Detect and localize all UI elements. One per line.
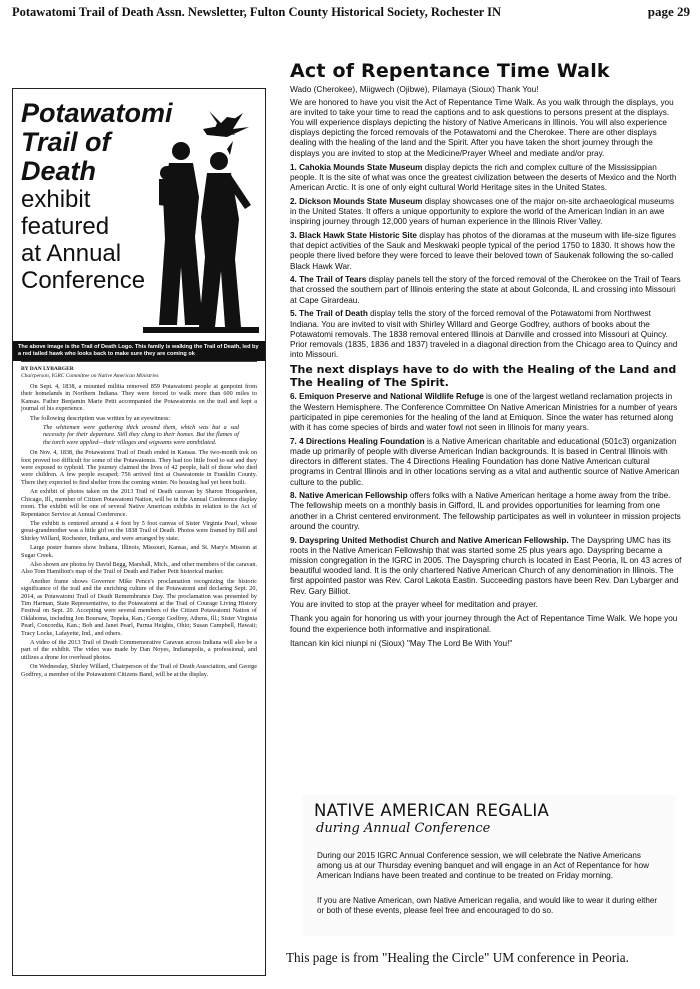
hero-line-1: Potawatomi xyxy=(21,98,173,128)
article-paragraph: Large poster frames show Indiana, Illinois, Missouri, Kansas, and St. Mary's Mission at Sugar Creek. xyxy=(21,544,257,559)
hero-title xyxy=(21,99,171,294)
display-item: 2. Dickson Mounds State Museum display showcases one of the major on-site archaeological museums in the United States. It offers a unique opportunity to explore the world of the American Indian in an awe inspiring journey through 12,000 years of human experience in the Illinois River Valley. xyxy=(290,196,675,227)
hero-line-7: Conference xyxy=(21,267,146,294)
thank-you-languages: Wado (Cherokee), Miigwech (Ojibwe), Pilamaya (Sioux) Thank You! xyxy=(290,84,539,94)
regalia-subtitle: during Annual Conference xyxy=(316,821,491,836)
time-walk-section xyxy=(290,60,682,653)
display-item: 3. Black Hawk State Historic Site display has photos of the dioramas at the museum with life-size figures that depict activities of the Sauk and Meskwaki people typical of the period 1750 to 1830. It shows how the people there lived before they were forced to leave their beloved town of Saukenak following the so-called Black Hawk War. xyxy=(290,230,676,271)
logo-caption: The above image is the Trail of Death Logo. This family is walking the Trail of Death, led by a red tailed hawk who looks back to make sure they are coming ok xyxy=(13,341,265,361)
regalia-paragraph: During our 2015 IGRC Annual Conference session, we will celebrate the Native Americans among us at our Thursday evening banquet and will engage in an Act of Repentance for how American Indians have been treated and continue to be treated on Friday morning. xyxy=(317,851,649,880)
article-paragraph: A video of the 2013 Trail of Death Commemorative Caravan across Indiana will also be a part of the exhibit. The video was made by Dan Noyes, Indianapolis, a professional, and utilizes a drone for overhead photos. xyxy=(21,639,257,661)
byline-role: Chairperson, IGRC Committee on Native American Ministries xyxy=(21,373,159,379)
article-hero xyxy=(13,89,265,341)
hero-line-4: exhibit xyxy=(21,186,91,213)
display-item: 9. Dayspring United Methodist Church and Native American Fellowship. The Dayspring UMC has its roots in the Native American Fellowship that was started some 25 plus years ago. Dayspring became a mission congregation in the IGRC in 2005. The Dayspring church is located in East Peoria, IL on 43 acres of beautiful wooded land. It is the only chartered Native American Church of any denomination in Illinois. The first appointed pastor was Rev. Carol Lakota Eastin. Succeeding pastors have been Rev. Dan Lybarger and Rev. Gary Billiot. xyxy=(290,535,682,596)
thank-you-paragraph: Thank you again for honoring us with your journey through the Act of Repentance Time Walk. We hope you found the experience both informative and inspirational. xyxy=(290,614,678,634)
regalia-title: NATIVE AMERICAN REGALIA xyxy=(314,801,550,820)
article-paragraph: On Nov. 4, 1838, the Potawatomi Trail of Death ended in Kansas. The two-month trek on foot proved too difficult for some of the Potawatomis. They had too little food to eat and they were exposed to typhoid. The journey claimed the lives of 42 people, half of those who died were children. A few people escaped; 756 arrived first at Osawatomie in Franklin County. There they expected to find shelter from the coming winter. No housing had yet been built. xyxy=(21,449,257,486)
article-paragraph: The following description was written by an eyewitness: xyxy=(30,414,171,422)
article-paragraph: On Wednesday, Shirley Willard, Chairperson of the Trail of Death Association, and George Godfrey, a member of the Potawatomi Citizens Band, will be at the display. xyxy=(21,663,257,678)
article-body xyxy=(13,381,265,682)
section-title: Act of Repentance Time Walk xyxy=(290,60,610,82)
display-item: 7. 4 Directions Healing Foundation is a Native American charitable and educational (501c3) organization made up primarily of people with diverse American Indian backgrounds. It is based in Central Illinois with directors in different states. The 4 Directions Healing Foundation has done Native American cultural programs in Central Illinois and in other locations serving as a vital and authentic source of Native American culture to the public. xyxy=(290,436,680,487)
display-item: 4. The Trail of Tears display panels tell the story of the forced removal of the Cherokee on the Trail of Tears that crossed the southern part of Illinois entering the state at about Golconda, IL and crossing into Missouri at Cape Girardeau. xyxy=(290,275,681,305)
article-paragraph: On Sept. 4, 1838, a mounted militia removed 859 Potawatomi people at gunpoint from their homelands in Northern Indiana. They were forced to walk more than 600 miles to Kansas. Father Benjamin Marie Petit accompanied the Potawatomis on the trail and kept a journal of his experience. xyxy=(21,383,257,413)
intro-paragraph: We are honored to have you visit the Act of Repentance Time Walk. As you walk through the displays, you are invited to take your time to read the captions and to ask questions to persons present at the displays. You will experience displays depicting the history of Native Americans in Illinois. You will also experience displays depicting the forced removals of the Potawatomi and the Cherokee. There are other displays dealing with the healing of the land and the Spirit. After you have taken the short journey through the displays you are invited to stop at the Medicine/Prayer Wheel and mediate and/or pray. xyxy=(290,97,674,158)
article-paragraph: An exhibit of photos taken on the 2013 Trail of Death caravan by Sharon Hougardeen, Chicago, Ill., member of Citizen Potawatomi Nation, will be in the Annual Conference display room. The exhibit will be one of several Native American exhibits in relation to the Act of Repentance Service at Annual Conference. xyxy=(21,488,257,518)
hero-line-3: Death xyxy=(21,156,97,186)
trail-of-death-article xyxy=(12,88,266,976)
prayer-invitation: You are invited to stop at the prayer wheel for meditation and prayer. xyxy=(290,600,538,610)
hero-line-5: featured xyxy=(21,213,110,240)
article-byline xyxy=(21,361,257,381)
page-number: page 29 xyxy=(647,4,690,19)
byline-author: BY DAN LYBARGER xyxy=(21,366,74,372)
article-paragraph: Another frame shows Governor Mike Pence's proclamation recognizing the historic significance of the trail and the enriching culture of the Potawatomi and declaring Sept. 20, 2014, as Potawatomi Trail of Death Remembrance Day. The proclamation was presented by Tim Harman, State Representative, to the Potawatomi at the Trail of Courage Living History Festival on Sept. 20. Accepting were several members of the Citizen Potawatomi Nation of Oklahoma, including Jon Boursaw, Topeka, Kan.; George Godfrey, Athens, Ill.; Sister Virginia Pearl, Concordia, Kan.; Bob and Janet Pearl, Parma Heights, Ohio; Susan Campbell, Hawaii; Tracy Locke, Lafayette, Ind., and others. xyxy=(21,577,257,637)
article-paragraph: Also shown are photos by David Begg, Marshall, Mich., and other members of the caravan. Also Tom Hamilton's map of the Trail of Death and Father Petit historical marker. xyxy=(21,560,257,576)
display-item: 1. Cahokia Mounds State Museum display depicts the rich and complex culture of the Mississippian people. It is the site of what was once the greatest civilization between the deserts of Mexico and the North American Arctic. It is one of only eight cultural World Heritage sites in the United States. xyxy=(290,162,677,193)
closing-blessing: Itancan kin kici niunpi ni (Sioux) "May The Lord Be With You!" xyxy=(290,638,513,648)
display-item: 8. Native American Fellowship offers folks with a Native American heritage a home away from the tribe. The fellowship meets on a monthly basis in Gifford, IL and provides opportunities for learning from one another in a Christ centered environment. The fellowship participates as well in volunteer in mission projects around the country. xyxy=(290,491,681,531)
eyewitness-quote: The whitemen were gathering thick around them, which was but a sad necessity for their departure. Still they clung to their homes. But the flames of the torch were applied—their villages and wigwams were annihilated. xyxy=(43,424,239,446)
hero-line-2: Trail of xyxy=(21,127,111,157)
healing-subhead: The next displays have to do with the Healing of the Land and The Healing of The Spirit. xyxy=(290,363,677,389)
page-source-footer: This page is from "Healing the Circle" UM conference in Peoria. xyxy=(286,950,629,965)
newsletter-header: Potawatomi Trail of Death Assn. Newsletter, Fulton County Historical Society, Rochester IN xyxy=(12,5,502,19)
regalia-announcement xyxy=(302,795,676,936)
display-item: 6. Emiquon Preserve and National Wildlife Refuge is one of the largest wetland reclamation projects in the Western Hemisphere. The Conference Committee On Native American Ministries for a number of years participated in pipe ceremonies for the healing of the land at Emiquon. Since the water has returned along with it has come species of birds and water fowl not seen in Illinois for many years. xyxy=(290,392,678,432)
display-item: 5. The Trail of Death display tells the story of the forced removal of the Potawatomi from Northwest Indiana. You are invited to visit with Shirley Willard and George Godfrey, authors of books about the Potawatomi removals. The 1838 removal entered Illinois at Danville and crossed into Missouri at Quincy. Prior removals (1835, 1836 and 1837) traveled in a diagonal direction from the Chicago area to Quincy and into Missouri. xyxy=(290,309,678,360)
hero-line-6: at Annual xyxy=(21,240,122,267)
article-paragraph: The exhibit is centered around a 4 foot by 5 foot canvas of Sister Virginia Pearl, whose great-grandmother was a little girl on the 1838 Trail of Death. Photos were framed by Bill and Shirley Willard, Rochester, Indiana, and were arranged by state. xyxy=(21,519,257,542)
regalia-paragraph: If you are Native American, own Native American regalia, and would like to wear it during either or both of these events, please feel free and encouraged to do so. xyxy=(317,896,658,915)
